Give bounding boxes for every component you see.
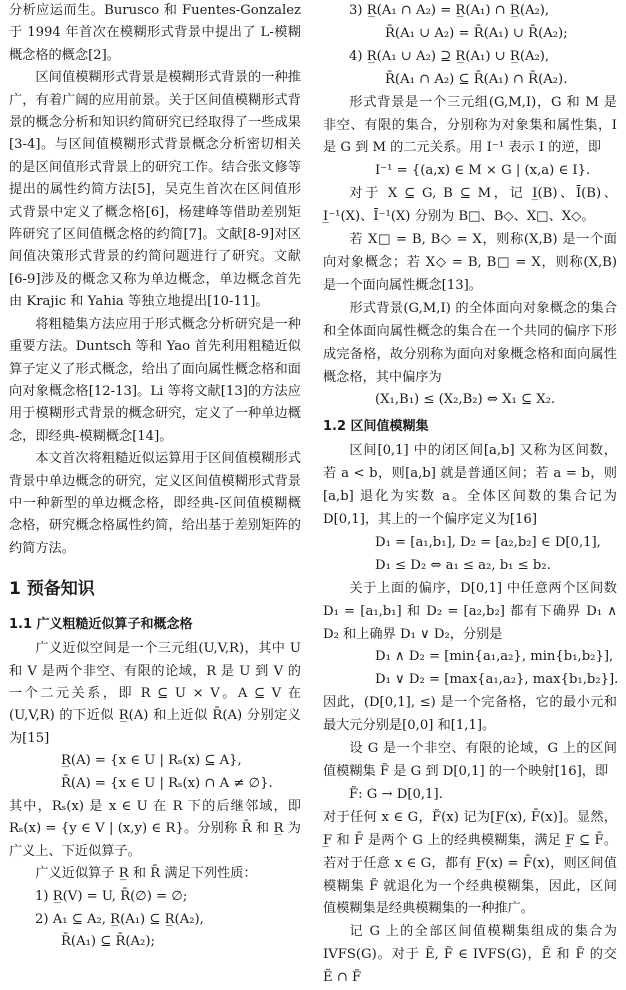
left-column bbox=[9, 0, 301, 954]
formula: D₁ ≤ D₂ ⇔ a₁ ≤ a₂, b₁ ≤ b₂. bbox=[375, 557, 551, 573]
paragraph: 区间值模糊形式背景是模糊形式背景的一种推广，有着广阔的应用前景。关于区间值模糊形式背景的概念分析和知识约简研究已经取得了一些成果[3-4]。与区间值模糊形式背景概念分析密切相关的是区间值形式背景上的研究工作。结合张文修等提出的属性约简方法[5]，吴克生首次在区间值形式背景中定义了概念格[6]，杨建峰等借助差别矩阵研究了区间值概念格的约简[7]。文献[8-9]对区间值决策形式背景的约简问题进行了研究。文献[6-9]涉及的概念又称为单边概念，单边概念首先由 Krajic 和 Yahia 等独立地提出[10-11]。 bbox=[9, 70, 301, 310]
paragraph: 若 X□ = B, B◇ = X，则称(X,B) 是一个面向对象概念；若 X◇ = B, B□ = X，则称(X,B) 是一个面向属性概念[13]。 bbox=[323, 232, 617, 293]
paragraph: 区间[0,1] 中的闭区间[a,b] 又称为区间数，若 a < b，则[a,b] 就是普通区间；若 a = b，则[a,b] 退化为实数 a。全体区间数的集合记为 D[0,1]，其上的一个偏序定义为[16] bbox=[323, 443, 617, 528]
paragraph: 关于上面的偏序，D[0,1] 中任意两个区间数 D₁ = [a₁,b₁] 和 D₂ = [a₂,b₂] 都有下确界 D₁ ∧ D₂ 和上确界 D₁ ∨ D₂，分别是 bbox=[323, 580, 617, 642]
right-column bbox=[323, 0, 617, 990]
section-heading: 1 预备知识 bbox=[9, 579, 95, 600]
formula: D₁ ∧ D₂ = [min{a₁,a₂}, min{b₁,b₂}], bbox=[375, 649, 614, 665]
formula: R̲(A) = {x ∈ U | Rₛ(x) ⊆ A}, bbox=[61, 753, 242, 769]
formula: F̃: G → D[0,1]. bbox=[349, 786, 443, 802]
formula: R̄(A₁ ∪ A₂) = R̄(A₁) ∪ R̄(A₂); bbox=[385, 25, 568, 41]
paragraph: 对于任何 x ∈ G，F̃(x) 记为[F̲(x), F̄(x)]。显然，F̲ 和 F̄ 是两个 G 上的经典模糊集，满足 F̲ ⊆ F̄。若对于任意 x ∈ G，都有 F̲(x) = F̄(x)，则区间值模糊集 F̃ 就退化为一个经典模糊集，因此，区间值模糊集是经典模糊集的一种推广。 bbox=[323, 809, 617, 917]
formula: D₁ = [a₁,b₁], D₂ = [a₂,b₂] ∈ D[0,1], bbox=[375, 534, 601, 550]
paragraph: 设 G 是一个非空、有限的论域，G 上的区间值模糊集 F̃ 是 G 到 D[0,1] 的一个映射[16]，即 bbox=[323, 741, 617, 779]
subsection-heading: 1.2 区间值模糊集 bbox=[323, 419, 429, 435]
paragraph: 其中，Rₛ(x) 是 x ∈ U 在 R 下的后继邻域，即 Rₛ(x) = {y ∈ V | (x,y) ∈ R}。分别称 R̄ 和 R̲ 为广义上、下近似算子。 bbox=[9, 799, 301, 859]
formula: 1) R̲(V) = U, R̄(∅) = ∅; bbox=[35, 888, 188, 904]
formula: 2) A₁ ⊆ A₂, R̲(A₁) ⊆ R̲(A₂), bbox=[35, 911, 204, 927]
paragraph: 因此，(D[0,1], ≤) 是一个完备格，它的最小元和最大元分别是[0,0] 和[1,1]。 bbox=[323, 695, 617, 734]
formula: (X₁,B₁) ≤ (X₂,B₂) ⇔ X₁ ⊆ X₂. bbox=[375, 392, 556, 408]
paragraph: 广义近似空间是一个三元组(U,V,R)，其中 U 和 V 是两个非空、有限的论域，R 是 U 到 V 的一个二元关系，即 R ⊆ U × V。A ⊆ V 在 (U,V,R) 的下近似 R̲(A) 和上近似 R̄(A) 分别定义为[15] bbox=[9, 641, 301, 746]
paragraph: 将粗糙集方法应用于形式概念分析研究是一种重要方法。Duntsch 等和 Yao 首先利用粗糙近似算子定义了形式概念，给出了面向属性概念格和面向对象概念格[12-13]。Li 等将文献[13]的方法应用于模糊形式背景的概念研究，定义了一种单边概念，即经典-模糊概念[14]。 bbox=[9, 316, 301, 444]
formula: R̄(A₁) ⊆ R̄(A₂); bbox=[61, 934, 155, 950]
paragraph: 广义近似算子 R̲ 和 R̄ 满足下列性质： bbox=[35, 866, 257, 882]
paragraph: 对于 X ⊆ G, B ⊆ M，记 I̲(B)、Ī(B)、I̲⁻¹(X)、Ī⁻¹(X) 分别为 B□、B◇、X□、X◇。 bbox=[323, 186, 617, 225]
paragraph: 本文首次将粗糙近似运算用于区间值模糊形式背景中单边概念的研究，定义区间值模糊形式背景中一种新型的单边概念格，即经典-区间值模糊概念格，研究概念格属性约简，给出基于差别矩阵的约简方法。 bbox=[9, 451, 301, 556]
paragraph: 形式背景是一个三元组(G,M,I)，G 和 M 是非空、有限的集合，分别称为对象集和属性集，I 是 G 到 M 的二元关系。用 I⁻¹ 表示 I 的逆，即 bbox=[323, 94, 617, 156]
formula: I⁻¹ = {(a,x) ∈ M × G | (x,a) ∈ I}. bbox=[375, 163, 591, 179]
formula: 4) R̲(A₁ ∪ A₂) ⊇ R̲(A₁) ∪ R̲(A₂), bbox=[349, 48, 550, 64]
formula: D₁ ∨ D₂ = [max{a₁,a₂}, max{b₁,b₂}]. bbox=[375, 672, 619, 688]
formula: R̄(A) = {x ∈ U | Rₛ(x) ∩ A ≠ ∅}. bbox=[61, 776, 273, 792]
paragraph: 分析应运而生。Burusco 和 Fuentes-Gonzalez 于 1994 年首次在模糊形式背景中提出了 L-模糊概念格的概念[2]。 bbox=[9, 3, 301, 63]
subsection-heading: 1.1 广义粗糙近似算子和概念格 bbox=[9, 617, 193, 633]
paragraph: 记 G 上的全部区间值模糊集组成的集合为 IVFS(G)。对于 Ẽ, F̃ ∈ IVFS(G)，Ẽ 和 F̃ 的交 Ẽ ∩ F̃ bbox=[323, 924, 617, 986]
paragraph: 形式背景(G,M,I) 的全体面向对象概念的集合和全体面向属性概念的集合在一个共同的偏序下形成完备格，故分别称为面向对象概念格和面向属性概念格，其中偏序为 bbox=[323, 300, 617, 385]
formula: 3) R̲(A₁ ∩ A₂) = R̲(A₁) ∩ R̲(A₂), bbox=[349, 3, 550, 18]
formula: R̄(A₁ ∩ A₂) ⊆ R̄(A₁) ∩ R̄(A₂). bbox=[385, 71, 568, 87]
